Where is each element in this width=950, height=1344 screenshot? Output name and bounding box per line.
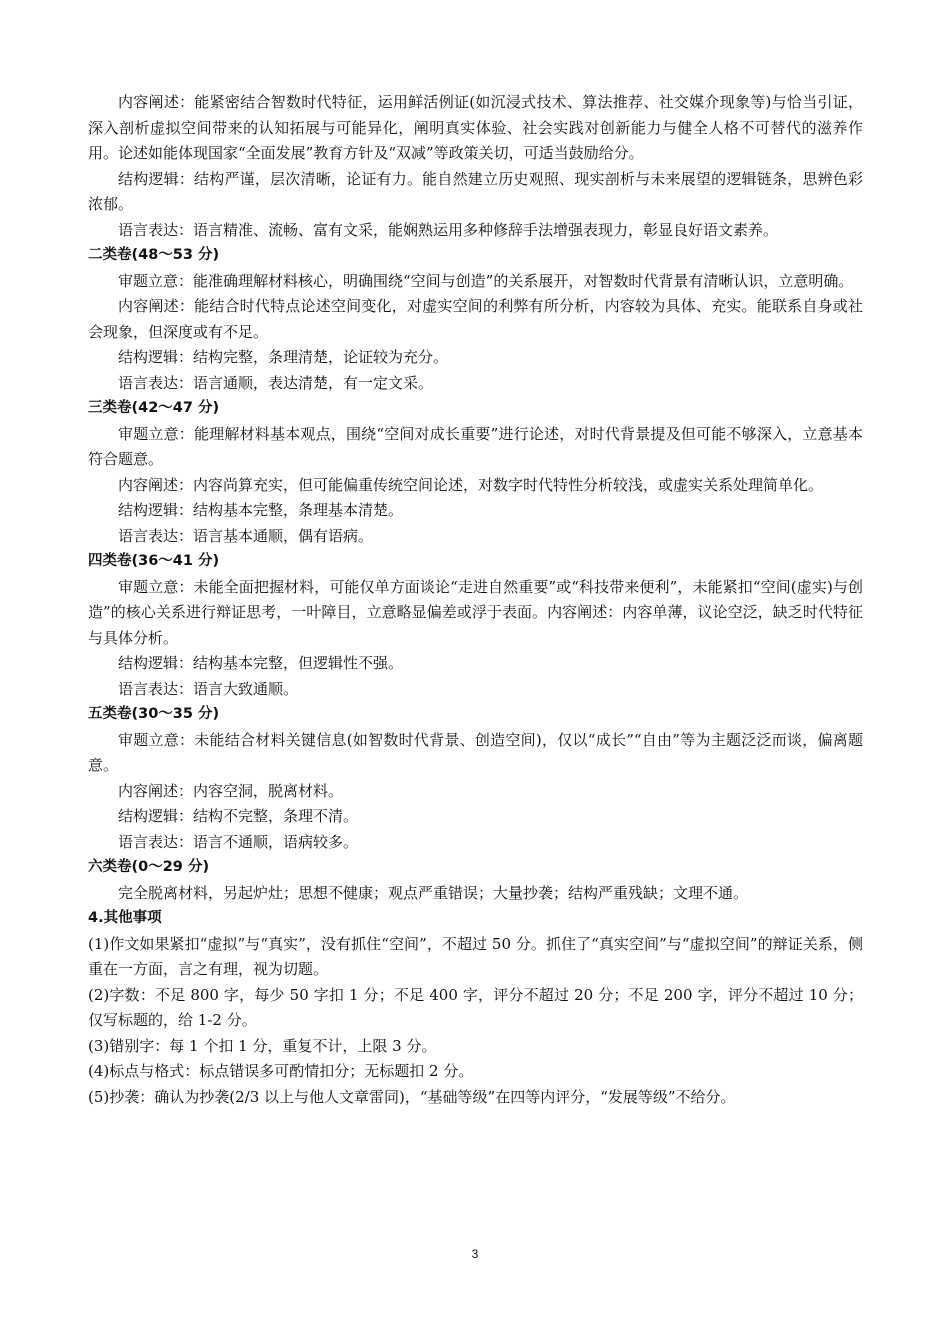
class4-topic-content: 审题立意：未能全面把握材料，可能仅单方面谈论“走进自然重要”或“科技带来便利”，未能紧扣“空间(虚实)与创造”的核心关系进行辩证思考，一叶障目，立意略显偏差或浮于表面。内容阐述：内容单薄，议论空泛，缺乏时代特征与具体分析。: [88, 577, 863, 647]
page-number: 3: [471, 1247, 479, 1261]
other-item-4: (4)标点与格式：标点错误多可酌情扣分；无标题扣 2 分。: [88, 1062, 474, 1080]
class4-structure: 结构逻辑：结构基本完整，但逻辑性不强。: [118, 654, 404, 672]
class2-topic: 审题立意：能准确理解材料核心，明确围绕“空间与创造”的关系展开，对智数时代背景有清晰认识，立意明确。: [118, 271, 854, 290]
class3-structure: 结构逻辑：结构基本完整，条理基本清楚。: [118, 501, 404, 519]
class5-content: 内容阐述：内容空洞，脱离材料。: [118, 781, 344, 800]
class1-content: 内容阐述：能紧密结合智数时代特征，运用鲜活例证(如沉浸式技术、算法推荐、社交媒介现象等)与恰当引证，深入剖析虚拟空间带来的认知拓展与可能异化，阐明真实体验、社会实践对创新能力与健全人格不可替代的滋养作用。论述如能体现国家“全面发展”教育方针及“双减”等政策关切，可适当鼓励给分。: [88, 93, 863, 162]
other-item-1: (1)作文如果紧扣“虚拟”与“真实”，没有抓住“空间”，不超过 50 分。抓住了“真实空间”与“虚拟空间”的辩证关系，侧重在一方面，言之有理，视为切题。: [88, 934, 863, 978]
class2-structure: 结构逻辑：结构完整，条理清楚，论证较为充分。: [118, 348, 449, 366]
class2-content: 内容阐述：能结合时代特点论述空间变化，对虚实空间的利弊有所分析，内容较为具体、充实。能联系自身或社会现象，但深度或有不足。: [88, 297, 863, 341]
class6-heading: 六类卷(0～29 分): [88, 859, 210, 875]
other-item-3: (3)错别字：每 1 个扣 1 分，重复不计，上限 3 分。: [88, 1036, 437, 1055]
class1-language: 语言表达：语言精准、流畅、富有文采，能娴熟运用多种修辞手法增强表现力，彰显良好语文素养。: [118, 220, 779, 239]
class5-heading: 五类卷(30～35 分): [88, 706, 220, 722]
grading-criteria-text: [88, 90, 863, 1110]
class3-topic: 审题立意：能理解材料基本观点，围绕“空间对成长重要”进行论述，对时代背景提及但可能不够深入，立意基本符合题意。: [88, 424, 863, 468]
class3-heading: 三类卷(42～47 分): [88, 400, 220, 416]
other-item-5: (5)抄袭：确认为抄袭(2/3 以上与他人文章雷同)，“基础等级”在四等内评分，“发展等级”不给分。: [88, 1087, 736, 1106]
class1-structure: 结构逻辑：结构严谨，层次清晰，论证有力。能自然建立历史观照、现实剖析与未来展望的逻辑链条，思辨色彩浓郁。: [88, 169, 863, 213]
other-matters-heading: 4.其他事项: [88, 910, 162, 926]
class6-desc: 完全脱离材料，另起炉灶；思想不健康；观点严重错误；大量抄袭；结构严重残缺；文理不通。: [118, 883, 749, 902]
class5-structure: 结构逻辑：结构不完整，条理不清。: [118, 807, 359, 825]
class3-language: 语言表达：语言基本通顺，偶有语病。: [118, 526, 374, 545]
class5-language: 语言表达：语言不通顺，语病较多。: [118, 832, 359, 851]
class3-content: 内容阐述：内容尚算充实，但可能偏重传统空间论述，对数字时代特性分析较浅，或虚实关系处理简单化。: [118, 475, 824, 494]
class4-heading: 四类卷(36～41 分): [88, 553, 220, 569]
class4-language: 语言表达：语言大致通顺。: [118, 679, 299, 698]
class2-language: 语言表达：语言通顺，表达清楚，有一定文采。: [118, 373, 434, 392]
class5-topic: 审题立意：未能结合材料关键信息(如智数时代背景、创造空间)，仅以“成长”“自由”等为主题泛泛而谈，偏离题意。: [88, 730, 863, 774]
class2-heading: 二类卷(48～53 分): [88, 247, 220, 263]
other-item-2: (2)字数：不足 800 字，每少 50 字扣 1 分；不足 400 字，评分不超过 20 分；不足 200 字，评分不超过 10 分；仅写标题的，给 1-2 分。: [88, 985, 863, 1029]
